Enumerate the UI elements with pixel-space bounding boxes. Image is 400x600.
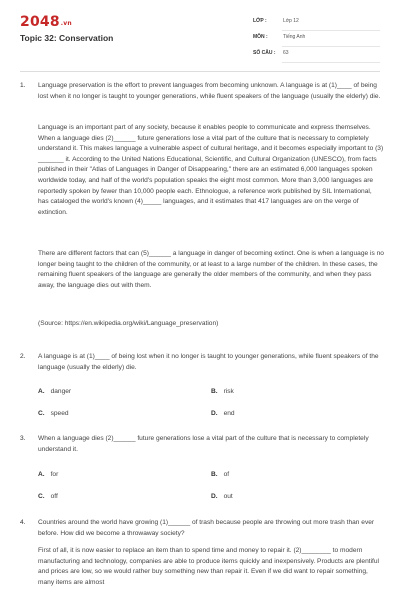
question-1-paragraph-1: Language preservation is the effort to prevent languages from becoming unknown. A language is at (1)____ of being lost when it no longer is taught to younger generations, while fluent speakers of the language (usually the elderly) die.: [38, 82, 381, 100]
meta-count: [253, 46, 380, 63]
question-2-option-a[interactable]: A. danger: [38, 388, 72, 395]
meta-count-label: SỐ CÂU :: [253, 50, 276, 56]
meta-count-value: 63: [283, 50, 289, 56]
question-3-option-d[interactable]: D. out: [211, 493, 233, 500]
question-2-number: 2.: [20, 353, 26, 360]
question-2-option-b[interactable]: B. risk: [211, 388, 234, 395]
header-divider: [20, 71, 380, 72]
meta-subject: [253, 30, 380, 47]
question-3-stem: When a language dies (2)______ future generations lose a vital part of the culture that is necessary to completely understand it.: [38, 435, 369, 453]
question-2-stem: A language is at (1)____ of being lost when it no longer is taught to younger generations, while fluent speakers of the language (usually the elderly) die.: [38, 353, 379, 371]
page-header: [0, 0, 400, 70]
question-1-source: (Source: https://en.wikipedia.org/wiki/Language_preservation): [38, 320, 219, 327]
logo-suffix: .vn: [60, 20, 72, 27]
topic-title: Topic 32: Conservation: [20, 33, 114, 43]
meta-subject-label: MÔN :: [253, 34, 268, 40]
meta-subject-value: Tiếng Anh: [283, 34, 306, 40]
question-3-option-b[interactable]: B. of: [211, 471, 230, 478]
question-3-number: 3.: [20, 435, 26, 442]
question-4-number: 4.: [20, 519, 26, 526]
question-4-paragraph-2: First of all, it is now easier to replace an item than to spend time and money to repair it. (2)________ to modern manufacturing and technology, companies are able to produce items quickly and inexpensively. Products are plentiful and prices are low, so we would rather buy something new than repair it. Even if we did want to repair something, many items are almost: [38, 547, 379, 586]
meta-class-value: Lớp 12: [283, 18, 299, 24]
question-3-option-a[interactable]: A. for: [38, 471, 59, 478]
question-2-option-d[interactable]: D. end: [211, 410, 235, 417]
meta-class: [253, 14, 380, 31]
logo-text: 2048: [20, 14, 60, 30]
question-1-number: 1.: [20, 82, 26, 89]
question-3-option-c[interactable]: C. off: [38, 493, 58, 500]
question-4-paragraph-1: Countries around the world have growing (1)______ of trash because people are throwing out more trash than ever before. How did we become a throwaway society?: [38, 519, 375, 537]
question-1-paragraph-3: There are different factors that can (5)______ a language in danger of becoming extinct. One is when a language is no longer being taught to the children of the community, or at least to a large number of the children. In these cases, the remaining fluent speakers of the language are generally the older members of the community, and when they pass away, the language dies out with them.: [38, 250, 384, 289]
question-2-option-c[interactable]: C. speed: [38, 410, 69, 417]
question-1-paragraph-2: Language is an important part of any society, because it enables people to communicate and express themselves. When a language dies (2)______ future generations lose a vital part of the culture that is necessary to completely understand it. This makes language a vulnerable aspect of cultural heritage, and it becomes especially important to (3) _______ it. According to the United Nations Educational, Scientific, and Cultural Organization (UNESCO), from facts published in their "Atlas of Languages in Danger of Disappearing," there are an estimated 6,000 languages spoken worldwide today, and half of the world's population speaks the eight most common. More than 3,000 languages are reportedly spoken by fewer than 10,000 people each. Ethnologue, a reference work published by SIL International, has cataloged the world's known (4)_____ languages, and it estimates that 417 languages are on the verge of extinction.: [38, 124, 384, 216]
site-logo[interactable]: [20, 14, 72, 30]
meta-class-label: LỚP :: [253, 18, 267, 24]
